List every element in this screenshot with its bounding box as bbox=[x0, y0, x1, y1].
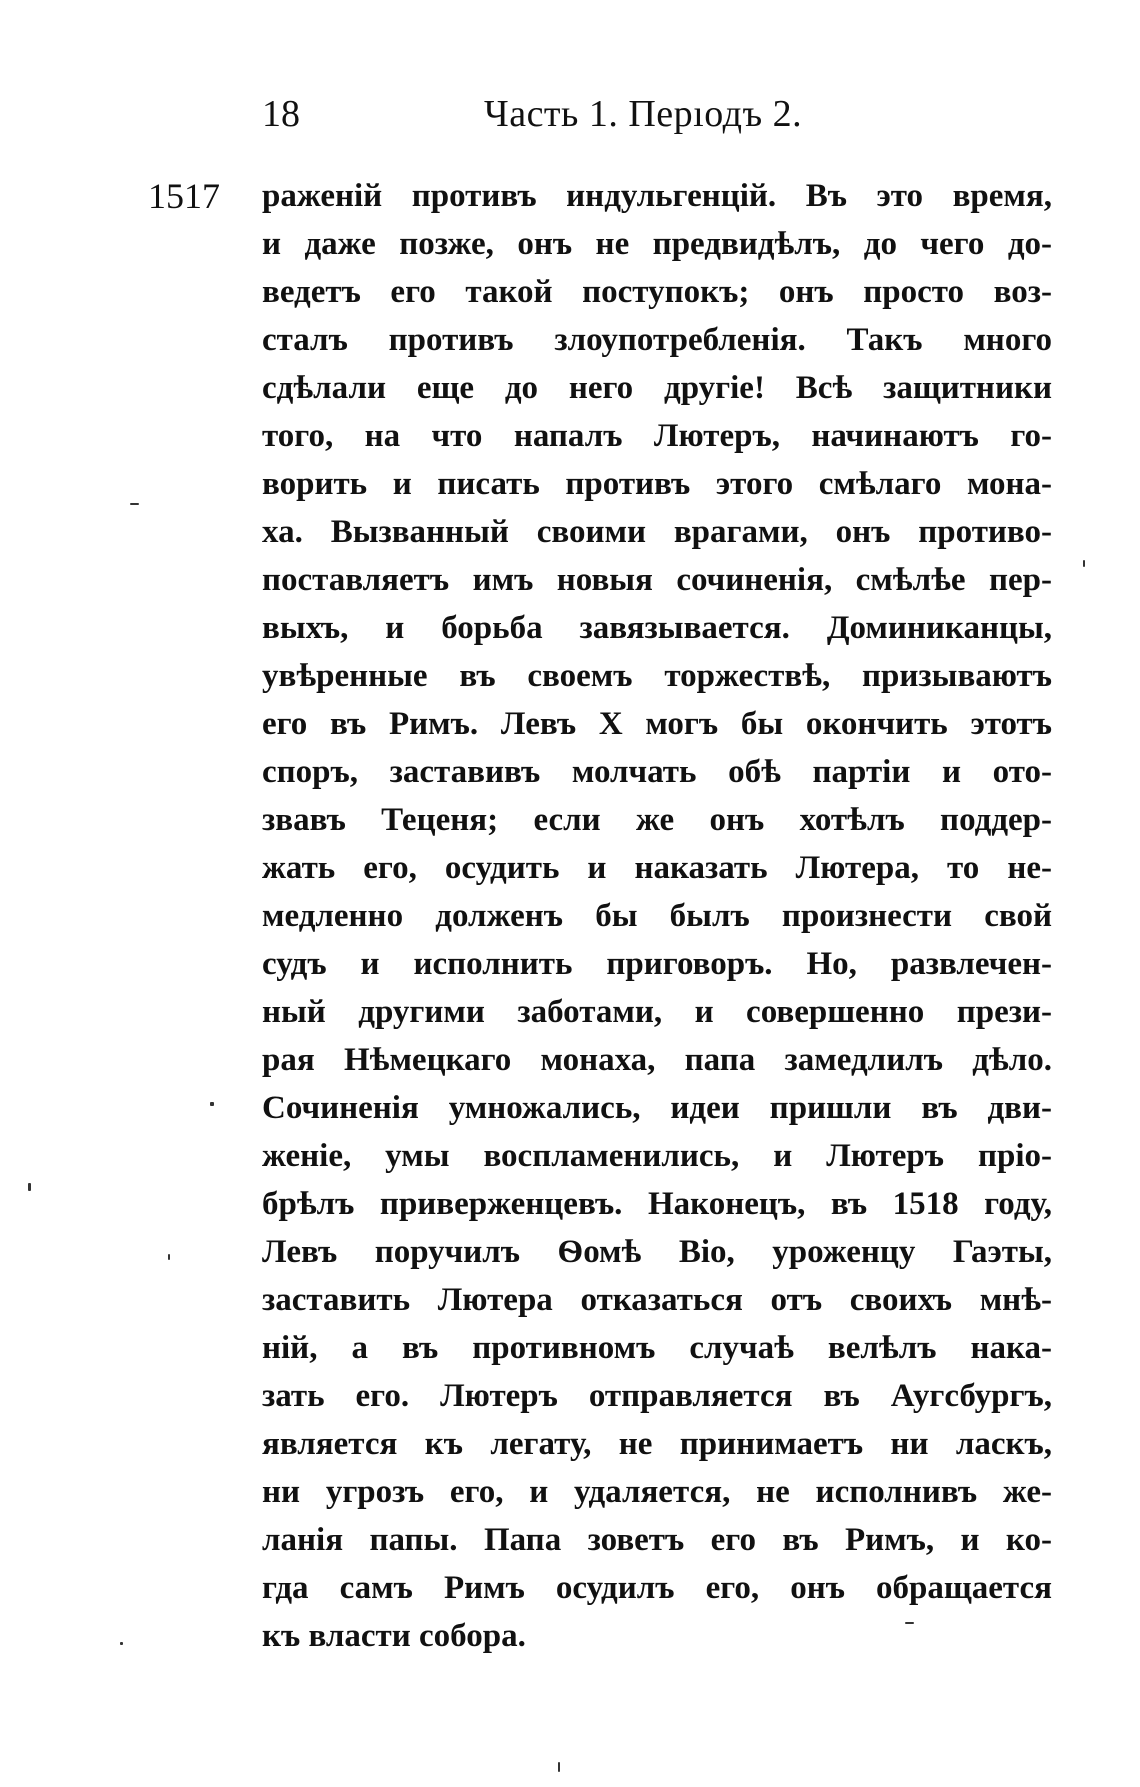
text-line: поставляетъ имъ новыя сочиненія, смѣлѣе пер- bbox=[262, 562, 1052, 598]
scan-speck bbox=[210, 1102, 214, 1106]
text-line: сталъ противъ злоупотребленія. Такъ много bbox=[262, 322, 1052, 358]
text-line: ни угрозъ его, и удаляется, не исполнивъ же- bbox=[262, 1474, 1052, 1510]
scan-speck bbox=[130, 503, 139, 505]
body-text bbox=[262, 172, 1052, 1660]
text-line: споръ, заставивъ молчать обѣ партіи и ото- bbox=[262, 754, 1052, 790]
text-line: ха. Вызванный своими врагами, онъ противо- bbox=[262, 514, 1052, 550]
scan-speck bbox=[905, 1622, 914, 1624]
text-line: рая Нѣмецкаго монаха, папа замедлилъ дѣло. bbox=[262, 1042, 1052, 1078]
scan-speck bbox=[168, 1254, 170, 1260]
scan-speck bbox=[1083, 560, 1085, 567]
text-line: медленно долженъ бы былъ произнести свой bbox=[262, 898, 1052, 934]
text-line: ланія папы. Папа зоветъ его въ Римъ, и ко- bbox=[262, 1522, 1052, 1558]
text-line: ній, а въ противномъ случаѣ велѣлъ нака- bbox=[262, 1330, 1052, 1366]
text-line: является къ легату, не принимаетъ ни ласкъ, bbox=[262, 1426, 1052, 1462]
page-header bbox=[262, 88, 862, 140]
text-line: и даже позже, онъ не предвидѣлъ, до чего до- bbox=[262, 226, 1052, 262]
page-number: 18 bbox=[262, 93, 300, 135]
text-line: сдѣлали еще до него другіе! Всѣ защитники bbox=[262, 370, 1052, 406]
text-line: гда самъ Римъ осудилъ его, онъ обращается bbox=[262, 1570, 1052, 1606]
text-line: зать его. Лютеръ отправляется въ Аугсбургъ, bbox=[262, 1378, 1052, 1414]
text-line: женіе, умы воспламенились, и Лютеръ пріо- bbox=[262, 1138, 1052, 1174]
text-line: того, на что напалъ Лютеръ, начинаютъ го- bbox=[262, 418, 1052, 454]
text-line: его въ Римъ. Левъ X могъ бы окончить этотъ bbox=[262, 706, 1052, 742]
text-line: звавъ Теценя; если же онъ хотѣлъ поддер- bbox=[262, 802, 1052, 838]
scan-speck bbox=[120, 1642, 123, 1645]
text-line: Левъ поручилъ Ѳомѣ Віо, уроженцу Гаэты, bbox=[262, 1234, 1052, 1270]
text-line: ведетъ его такой поступокъ; онъ просто воз- bbox=[262, 274, 1052, 310]
text-line: къ власти собора. bbox=[262, 1618, 526, 1654]
text-line: брѣлъ приверженцевъ. Наконецъ, въ 1518 году, bbox=[262, 1186, 1052, 1222]
scan-speck bbox=[558, 1762, 560, 1772]
text-line: выхъ, и борьба завязывается. Доминиканцы, bbox=[262, 610, 1052, 646]
text-line: увѣренные въ своемъ торжествѣ, призываютъ bbox=[262, 658, 1052, 694]
text-line: Сочиненія умножались, идеи пришли въ дви- bbox=[262, 1090, 1052, 1126]
running-head: Часть 1. Перıодъ 2. bbox=[484, 93, 803, 135]
scan-speck bbox=[28, 1183, 31, 1191]
text-line: раженій противъ индульгенцій. Въ это время, bbox=[262, 178, 1052, 214]
margin-year-note: 1517 bbox=[148, 176, 220, 216]
text-line: жать его, осудить и наказать Лютера, то не- bbox=[262, 850, 1052, 886]
text-line: судъ и исполнить приговоръ. Но, развлечен- bbox=[262, 946, 1052, 982]
text-line: ворить и писать противъ этого смѣлаго мона- bbox=[262, 466, 1052, 502]
text-line: заставить Лютера отказаться отъ своихъ мнѣ- bbox=[262, 1282, 1052, 1318]
text-line: ный другими заботами, и совершенно прези- bbox=[262, 994, 1052, 1030]
